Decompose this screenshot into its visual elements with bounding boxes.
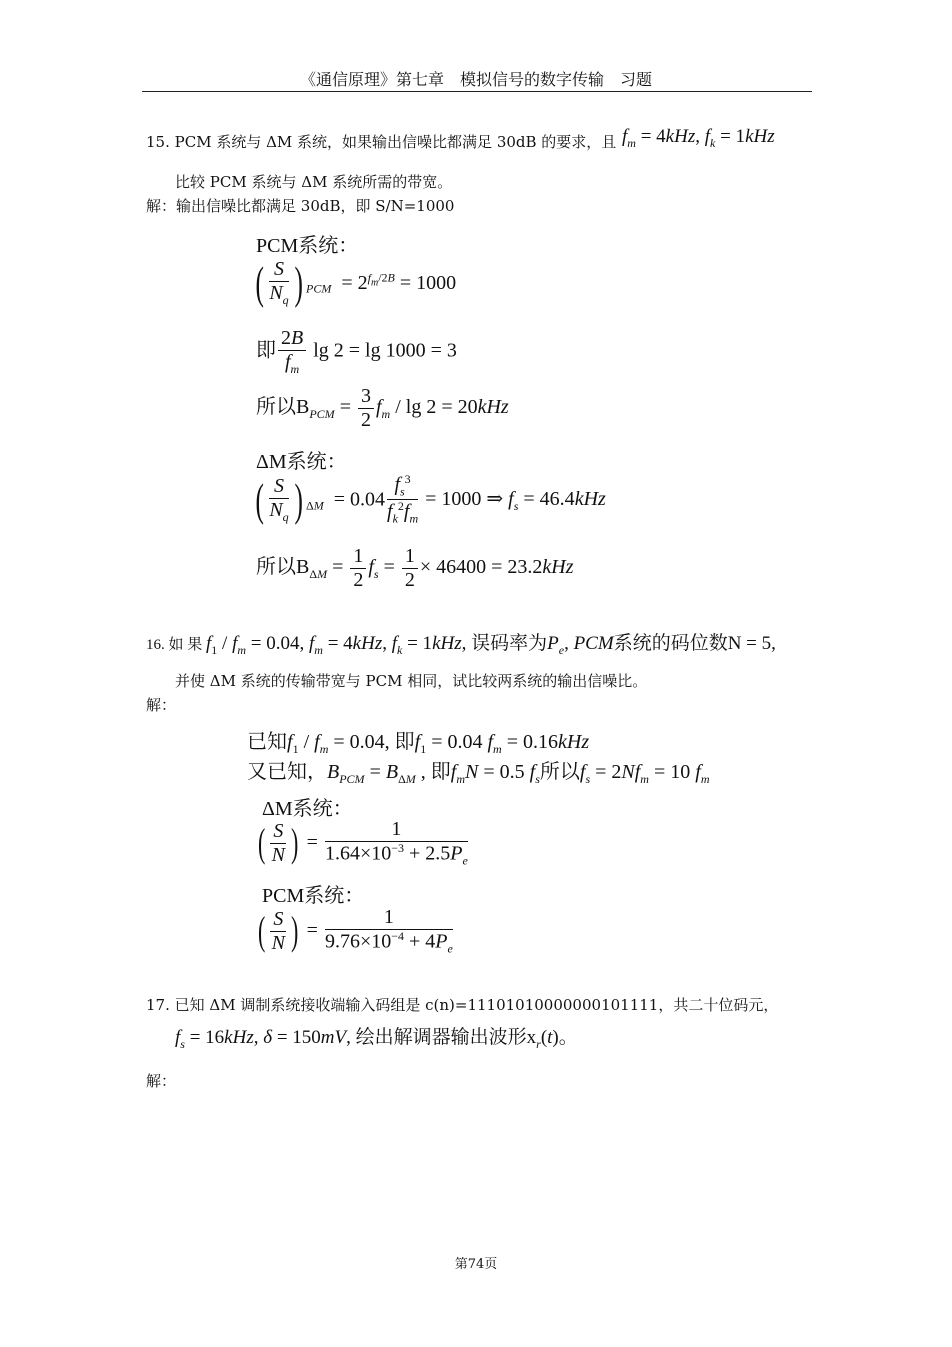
header-rule [142, 91, 812, 92]
p17-question-line1: 17. 已知 ΔM 调制系统接收端输入码组是 c(n)=11101010000000101111，共二十位码元， [146, 996, 779, 1014]
p16-known2: 又已知，$B_{PCM} = B_{\Delta M}$ , 即$f_mN = 0.5$ $f_s$所以$f_s = 2Nf_m = 10$ $f_m$ [247, 761, 710, 786]
p16-dm-eq: ( $\frac{S}{N}$ ) = $\frac{1}{1.64\times 10^{-3} + 2.5P_e}$ [257, 818, 468, 868]
p16-pcm-eq: ( $\frac{S}{N}$ ) = $\frac{1}{9.76\times 10^{-4} + 4P_e}$ [257, 906, 453, 956]
p15-pcm-label: PCM系统： [256, 235, 359, 257]
p15-dm-label: ΔM系统： [256, 451, 347, 473]
p15-solution-intro: 解：输出信噪比都满足 30dB，即 S/N=1000 [146, 197, 455, 215]
p15-question-conditions: $f_m = 4kHz$, $f_k = 1kHz$ [622, 126, 775, 150]
p15-pcm-eq1: ( $\frac{S}{N_q}$ ) $_{PCM} = 2^{f_m/2B} = 1000$ [255, 256, 457, 308]
p16-dm-numerator: 1 [325, 818, 468, 842]
p16-pcm-label: PCM系统： [262, 885, 365, 907]
p16-pcm-numerator: 1 [325, 906, 453, 930]
p17-question-line2: $f_s = 16kHz$, δ = 150mV, 绘出解调器输出波形$x_r(t)$。 [175, 1027, 578, 1051]
p15-dm-eq2: 所以$B_{\Delta M}$ = $\frac{1}{2}$ $f_s$ = $\frac{1}{2}$ × 46400 = 23.2kHz [256, 545, 574, 591]
p15-dm-eq1: ( $\frac{S}{N_q}$ ) $_{\Delta M}$ = 0.04 $\frac{f_s^3}{f_k^2f_m}$ = 1000 ⇒ $f_s = 46.4kHz$ [255, 472, 606, 527]
p16-question-line1: 16. 如 果 $f_1 / f_m = 0.04$, $f_m = 4kHz$, $f_k = 1kHz$, 误码率为$P_e$, PCM系统的码位数N = 5, [146, 633, 776, 657]
page-header: 《通信原理》第七章 模拟信号的数字传输 习题 [299, 70, 652, 89]
p16-dm-label: ΔM系统： [262, 798, 353, 820]
p15-question-line1: 15. PCM 系统与 ΔM 系统，如果输出信噪比都满足 30dB 的要求，且 [146, 133, 617, 151]
page-number: 第74页 [454, 1257, 498, 1272]
p16-known1: 已知$f_1 / f_m = 0.04$, 即$f_1 = 0.04$ $f_m = 0.16kHz$ [247, 731, 590, 756]
p15-pcm-eq2: 即 $\frac{2B}{f_m}$ lg 2 = lg 1000 = 3 [256, 327, 457, 376]
p15-question-line2: 比较 PCM 系统与 ΔM 系统所需的带宽。 [175, 173, 453, 191]
p16-question-line2: 并使 ΔM 系统的传输带宽与 PCM 相同，试比较两系统的输出信噪比。 [175, 672, 648, 690]
p16-solution-label: 解： [146, 696, 177, 714]
p17-solution-label: 解： [146, 1072, 177, 1090]
p15-pcm-eq3: 所以$B_{PCM}$ = $\frac{3}{2}$ $f_m / \lg 2 = 20kHz$ [256, 385, 509, 431]
